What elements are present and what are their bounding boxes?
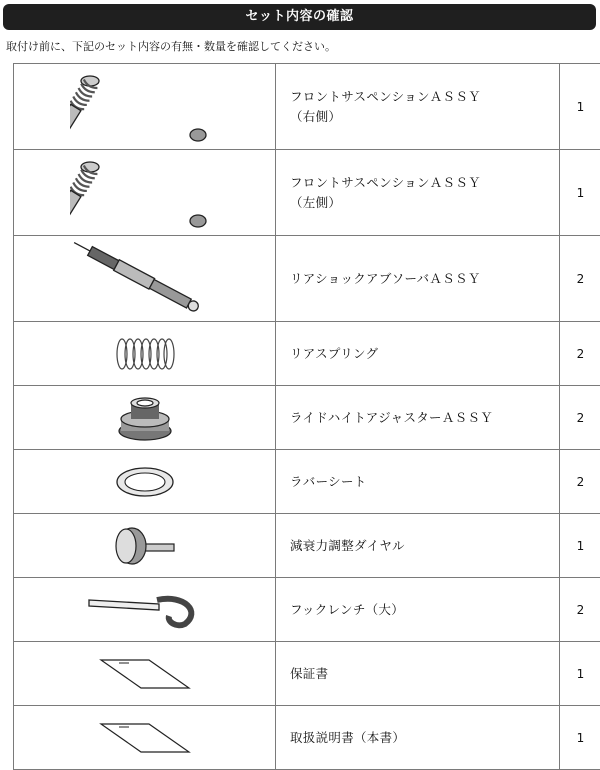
part-name: フロントサスペンションＡＳＳＹ （左側） [276, 150, 560, 236]
part-quantity: 2 [560, 322, 600, 386]
part-quantity: 2 [560, 450, 600, 514]
hook-wrench-icon [85, 590, 205, 630]
part-quantity: 1 [560, 642, 600, 706]
section-title: セット内容の確認 [245, 9, 354, 24]
section-header [3, 4, 596, 30]
instruction-manual-icon [97, 718, 193, 758]
intro-text: 取付け前に、下記のセット内容の有無・数量を確認してください。 [6, 40, 336, 53]
damping-dial-icon [110, 522, 180, 570]
part-image-cell [14, 386, 276, 450]
table-row [14, 450, 600, 514]
parts-table [13, 63, 600, 770]
front-suspension-icon [70, 67, 220, 147]
table-row [14, 642, 600, 706]
table-row [14, 64, 600, 150]
part-quantity: 1 [560, 64, 600, 150]
part-name: フックレンチ（大） [276, 578, 560, 642]
table-row [14, 706, 600, 770]
table-row [14, 386, 600, 450]
part-image-cell [14, 706, 276, 770]
warranty-card-icon [97, 654, 193, 694]
part-quantity: 2 [560, 236, 600, 322]
part-image-cell [14, 642, 276, 706]
part-quantity: 1 [560, 514, 600, 578]
part-name: 取扱説明書（本書） [276, 706, 560, 770]
table-row [14, 514, 600, 578]
part-name: ライドハイトアジャスターＡＳＳＹ [276, 386, 560, 450]
part-name: リアショックアブソーバＡＳＳＹ [276, 236, 560, 322]
part-image-cell [14, 450, 276, 514]
rear-shock-absorber-icon [70, 241, 220, 317]
table-row [14, 150, 600, 236]
part-quantity: 2 [560, 386, 600, 450]
part-image-cell [14, 150, 276, 236]
part-name: ラバーシート [276, 450, 560, 514]
rear-spring-icon [110, 332, 180, 376]
part-image-cell [14, 578, 276, 642]
table-row [14, 578, 600, 642]
part-image-cell [14, 236, 276, 322]
part-name: 保証書 [276, 642, 560, 706]
part-quantity: 1 [560, 706, 600, 770]
part-image-cell [14, 322, 276, 386]
part-quantity: 2 [560, 578, 600, 642]
part-image-cell [14, 64, 276, 150]
table-row [14, 236, 600, 322]
part-quantity: 1 [560, 150, 600, 236]
ride-height-adjuster-icon [115, 391, 175, 445]
rubber-seat-icon [113, 465, 177, 499]
table-row [14, 322, 600, 386]
part-name: 減衰力調整ダイヤル [276, 514, 560, 578]
part-name: リアスプリング [276, 322, 560, 386]
front-suspension-icon [70, 153, 220, 233]
part-name: フロントサスペンションＡＳＳＹ （右側） [276, 64, 560, 150]
part-image-cell [14, 514, 276, 578]
